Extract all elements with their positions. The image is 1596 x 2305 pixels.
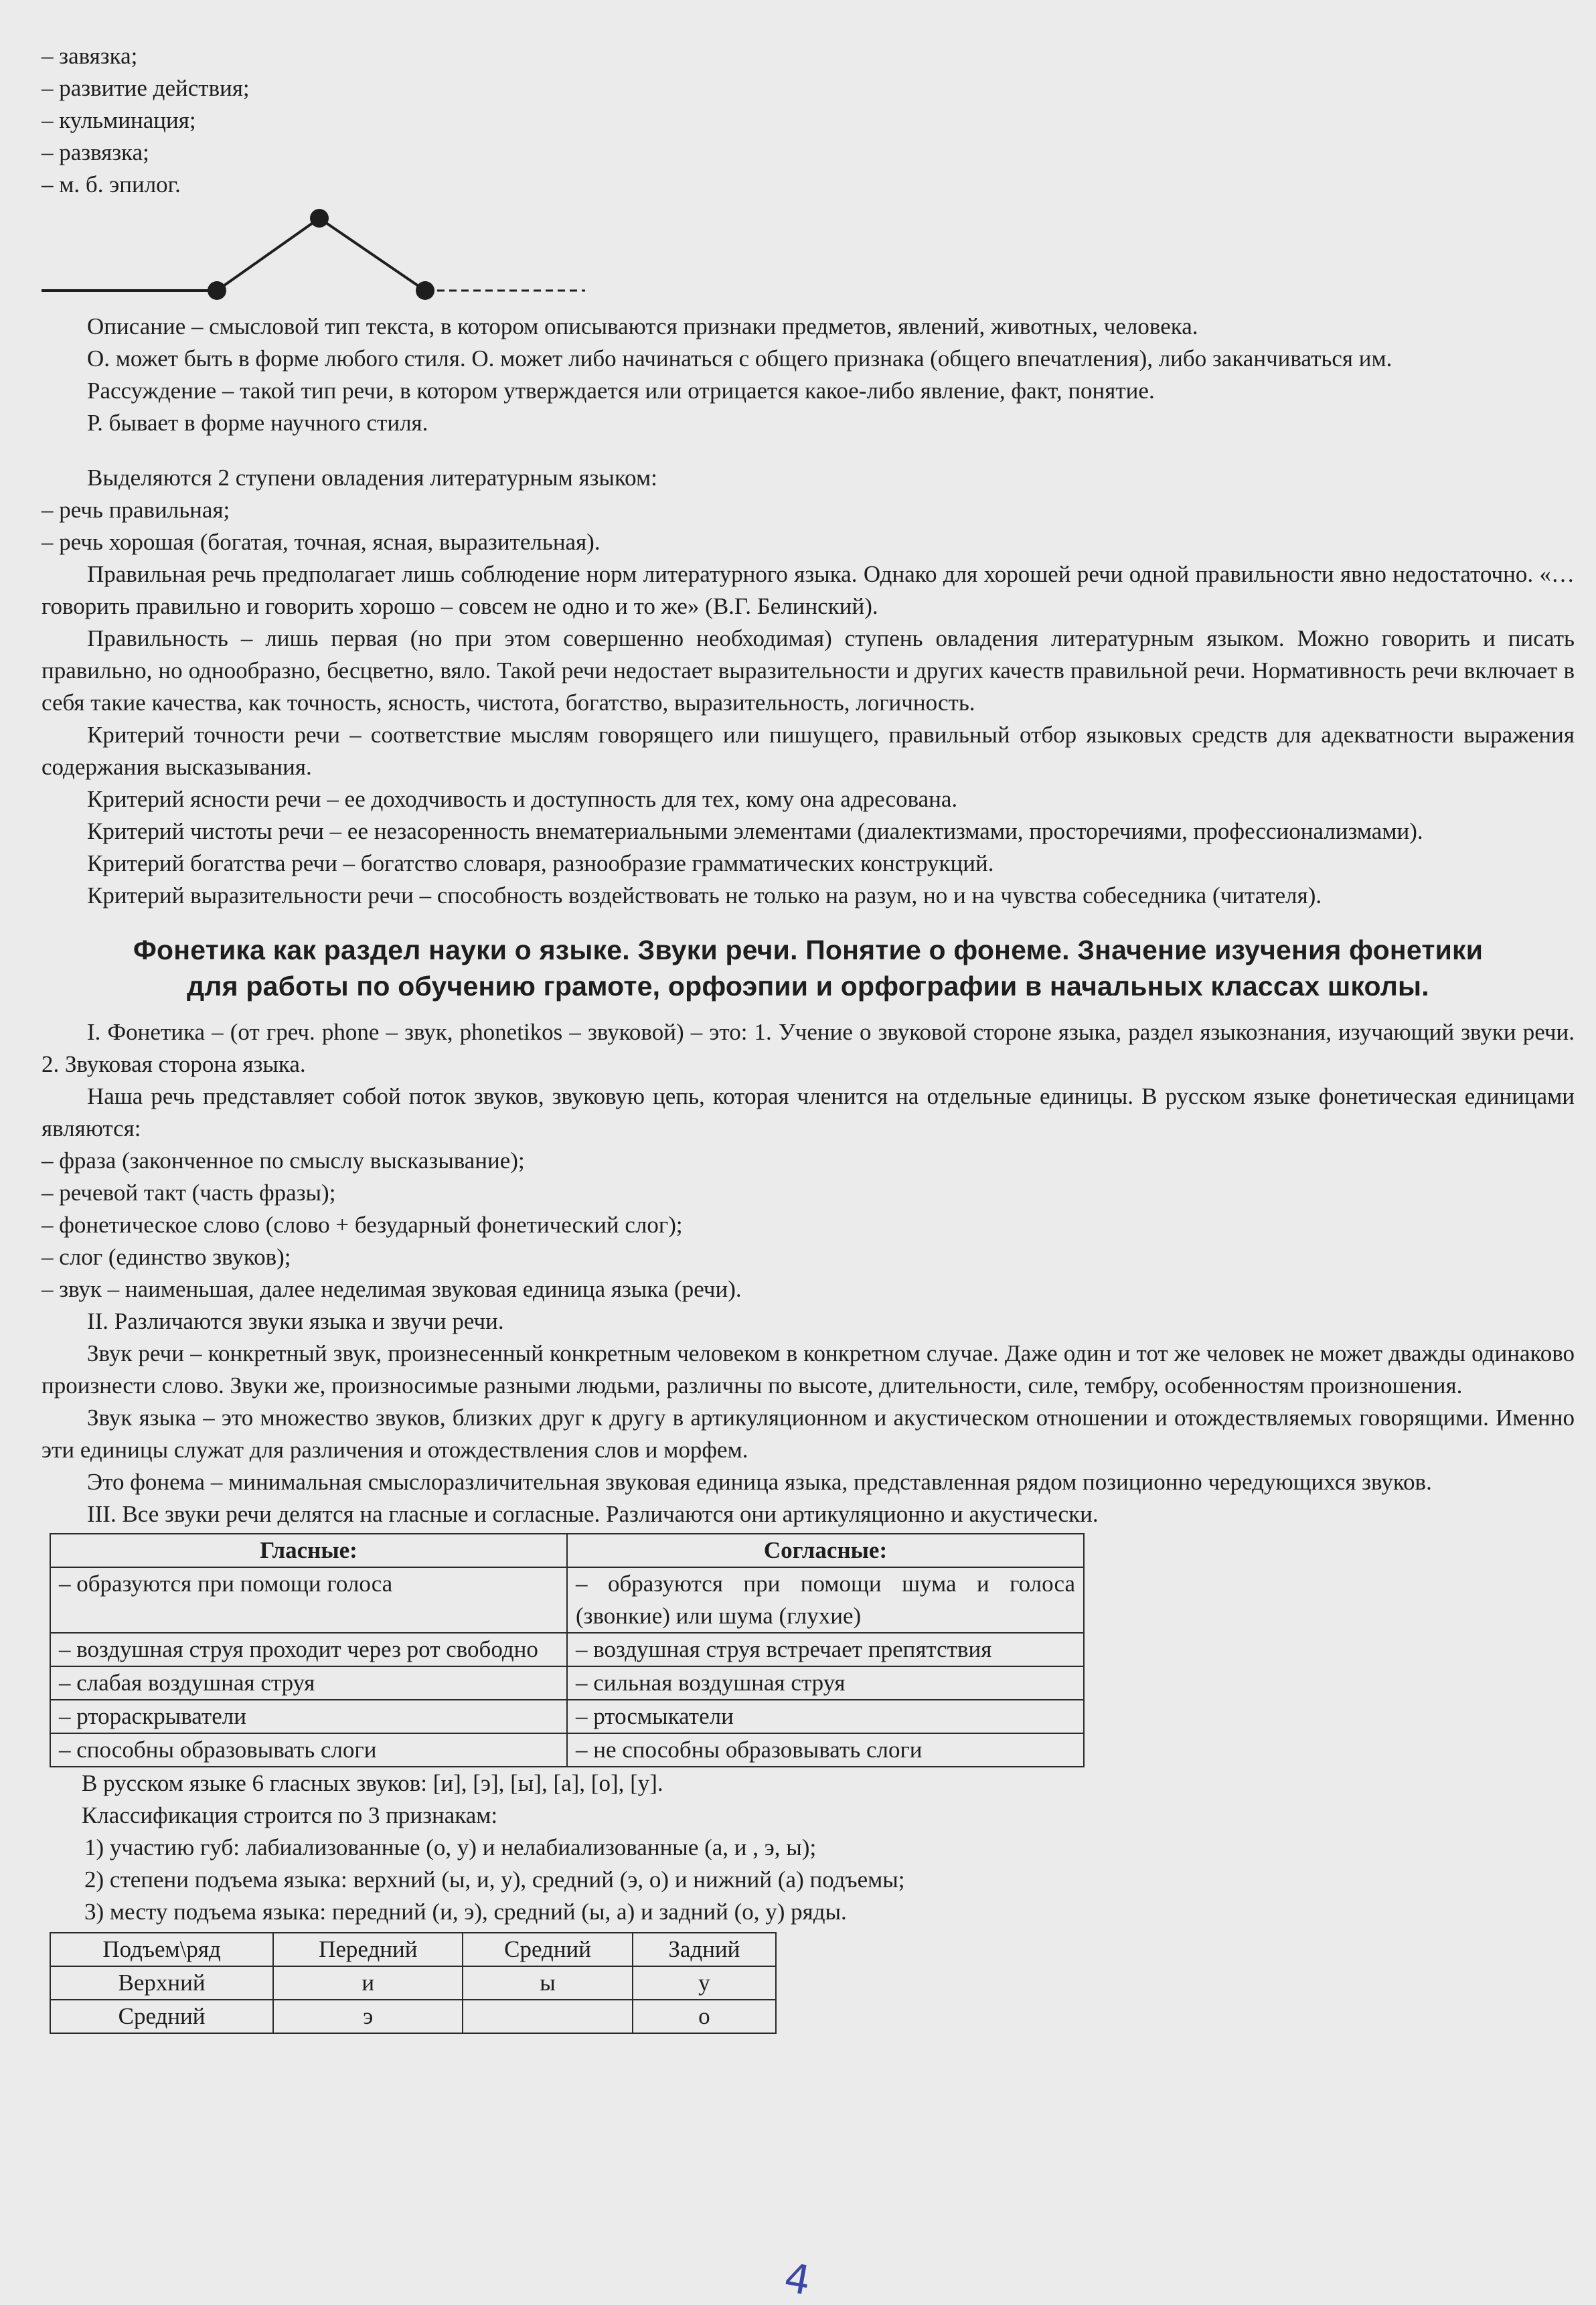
paragraph: Выделяются 2 ступени овладения литературным языком: — [87, 465, 657, 491]
table-cell: – способны образовывать слоги — [50, 1733, 567, 1767]
list-item: – кульминация; — [42, 107, 196, 133]
falling-action-line — [319, 218, 425, 291]
table-row — [50, 2000, 776, 2033]
list-item: – слог (единство звуков); — [42, 1244, 291, 1270]
list-item: – звук – наименьшая, далее неделимая звуковая единица языка (речи). — [42, 1276, 742, 1302]
paragraph: Это фонема – минимальная смыслоразличительная звуковая единица языка, представленная рядом позиционно чередующихся звуков. — [87, 1469, 1432, 1495]
table-row — [50, 1666, 1084, 1700]
handwritten-page-number: 4 — [781, 2254, 814, 2305]
paragraph: II. Различаются звуки языка и звучи речи. — [87, 1308, 504, 1334]
plot-point — [208, 281, 226, 300]
paragraph: Р. бывает в форме научного стиля. — [87, 410, 428, 436]
table-cell: – не способны образовывать слоги — [567, 1733, 1084, 1767]
table-row — [50, 1700, 1084, 1733]
list-item: – фраза (законченное по смыслу высказывание); — [42, 1147, 525, 1174]
vowels-consonants-table — [50, 1533, 1085, 1767]
table-row — [50, 1733, 1084, 1767]
paragraph: В русском языке 6 гласных звуков: [и], [э], [ы], [а], [о], [у]. — [82, 1770, 663, 1796]
list-item: – завязка; — [42, 43, 138, 69]
paragraph: I. Фонетика – (от греч. phone – звук, phonetikos – звуковой) – это: 1. Учение о звуковой стороне языка, раздел языкознания, изучающий звуки речи. 2. Звуковая сторона языка. — [42, 1019, 1575, 1077]
spacer — [42, 439, 1575, 462]
paragraph: Критерий богатства речи – богатство словаря, разнообразие грамматических конструкций. — [87, 850, 994, 876]
table-cell: – ртосмыкатели — [567, 1700, 1084, 1733]
table-cell: – образуются при помощи шума и голоса (звонкие) или шума (глухие) — [567, 1567, 1084, 1633]
heading-line: Фонетика как раздел науки о языке. Звуки речи. Понятие о фонеме. Значение изучения фонетики — [133, 935, 1484, 965]
table-header-cell: Гласные: — [50, 1534, 567, 1567]
list-item: – речь хорошая (богатая, точная, ясная, выразительная). — [42, 529, 601, 555]
table-cell: – сильная воздушная струя — [567, 1666, 1084, 1700]
paragraph: Звук речи – конкретный звук, произнесенный конкретным человеком в конкретном случае. Даже один и тот же человек не может дважды одинаково произнести слово. Звуки же, произносимые разными людьми, различны по высоте, длительности, силе, тембру, особенностям произношения. — [42, 1340, 1575, 1399]
paragraph: Правильная речь предполагает лишь соблюдение норм литературного языка. Однако для хорошей речи одной правильности явно недостаточно. «…говорить правильно и говорить хорошо – совсем не одно и то же» (В.Г. Белинский). — [42, 561, 1575, 619]
table-header-cell: Подъем\ряд — [50, 1933, 273, 1966]
table-header-cell: Передний — [273, 1933, 463, 1966]
table-cell: у — [633, 1966, 776, 2000]
table-cell — [463, 2000, 632, 2033]
paragraph: III. Все звуки речи делятся на гласные и согласные. Различаются они артикуляционно и акустически. — [87, 1501, 1099, 1527]
table-header-row — [50, 1534, 1084, 1567]
table-row — [50, 1567, 1084, 1633]
table-cell: Средний — [50, 2000, 273, 2033]
list-item: – развитие действия; — [42, 75, 250, 101]
vowel-classification-table — [50, 1932, 777, 2034]
list-item: – речевой такт (часть фразы); — [42, 1180, 336, 1206]
table-header-row — [50, 1933, 776, 1966]
climax-point — [310, 209, 329, 228]
paragraph: Критерий выразительности речи – способность воздействовать не только на разум, но и на чувства собеседника (читателя). — [87, 882, 1322, 908]
list-item: – развязка; — [42, 139, 149, 165]
list-item: – м. б. эпилог. — [42, 171, 181, 197]
paragraph: Классификация строится по 3 признакам: — [82, 1802, 498, 1828]
table-cell: – воздушная струя проходит через рот свободно — [50, 1633, 567, 1666]
heading-line: для работы по обучению грамоте, орфоэпии и орфографии в начальных классах школы. — [187, 971, 1429, 1002]
paragraph: Критерий точности речи – соответствие мыслям говорящего или пишущего, правильный отбор языковых средств для адекватности выражения содержания высказывания. — [42, 722, 1575, 780]
paragraph: О. может быть в форме любого стиля. О. может либо начинаться с общего признака (общего впечатления), либо заканчиваться им. — [87, 345, 1392, 372]
plot-diagram — [42, 205, 617, 305]
paragraph: Правильность – лишь первая (но при этом совершенно необходимая) ступень овладения литературным языком. Можно говорить и писать правильно, но однообразно, бесцветно, вяло. Такой речи недостает выразительности и других качеств правильной речи. Нормативность речи включает в себя такие качества, как точность, ясность, чистота, богатство, выразительность, логичность. — [42, 625, 1575, 716]
list-item: – фонетическое слово (слово + безударный фонетический слог); — [42, 1212, 683, 1238]
list-item: – речь правильная; — [42, 497, 230, 523]
table-cell: Верхний — [50, 1966, 273, 2000]
table-header-cell: Согласные: — [567, 1534, 1084, 1567]
table-header-cell: Задний — [633, 1933, 776, 1966]
list-item: 3) месту подъема языка: передний (и, э), средний (ы, а) и задний (о, у) ряды. — [84, 1899, 847, 1925]
list-item: 1) участию губ: лабиализованные (о, у) и нелабиализованные (а, и , э, ы); — [84, 1834, 817, 1860]
table-cell: – ртораскрыватели — [50, 1700, 567, 1733]
list-item: 2) степени подъема языка: верхний (ы, и, у), средний (э, о) и нижний (а) подъемы; — [84, 1866, 905, 1893]
paragraph: Рассуждение – такой тип речи, в котором утверждается или отрицается какое-либо явление, факт, понятие. — [87, 378, 1155, 404]
paragraph: Критерий чистоты речи – ее незасоренность внематериальными элементами (диалектизмами, просторечиями, профессионализмами). — [87, 818, 1423, 844]
paragraph: Звук языка – это множество звуков, близких друг к другу в артикуляционном и акустическом отношении и отождествляемых говорящими. Именно эти единицы служат для различения и отождествления слов и морфем. — [42, 1405, 1575, 1463]
document-page — [42, 40, 1575, 2034]
plot-list — [42, 40, 1575, 201]
table-cell: о — [633, 2000, 776, 2033]
rising-action-line — [217, 218, 319, 291]
table-header-cell: Средний — [463, 1933, 632, 1966]
table-cell: – слабая воздушная струя — [50, 1666, 567, 1700]
plot-point — [416, 281, 434, 300]
paragraph: Описание – смысловой тип текста, в котором описываются признаки предметов, явлений, животных, человека. — [87, 313, 1198, 339]
section-heading — [42, 932, 1575, 1004]
table-row — [50, 1633, 1084, 1666]
paragraph: Наша речь представляет собой поток звуков, звуковую цепь, которая членится на отдельные единицы. В русском языке фонетическая единицами являются: — [42, 1083, 1575, 1141]
table-cell: ы — [463, 1966, 632, 2000]
table-cell: э — [273, 2000, 463, 2033]
paragraph: Критерий ясности речи – ее доходчивость и доступность для тех, кому она адресована. — [87, 786, 958, 812]
table-row — [50, 1966, 776, 2000]
table-cell: – образуются при помощи голоса — [50, 1567, 567, 1633]
table-cell: – воздушная струя встречает препятствия — [567, 1633, 1084, 1666]
table-cell: и — [273, 1966, 463, 2000]
